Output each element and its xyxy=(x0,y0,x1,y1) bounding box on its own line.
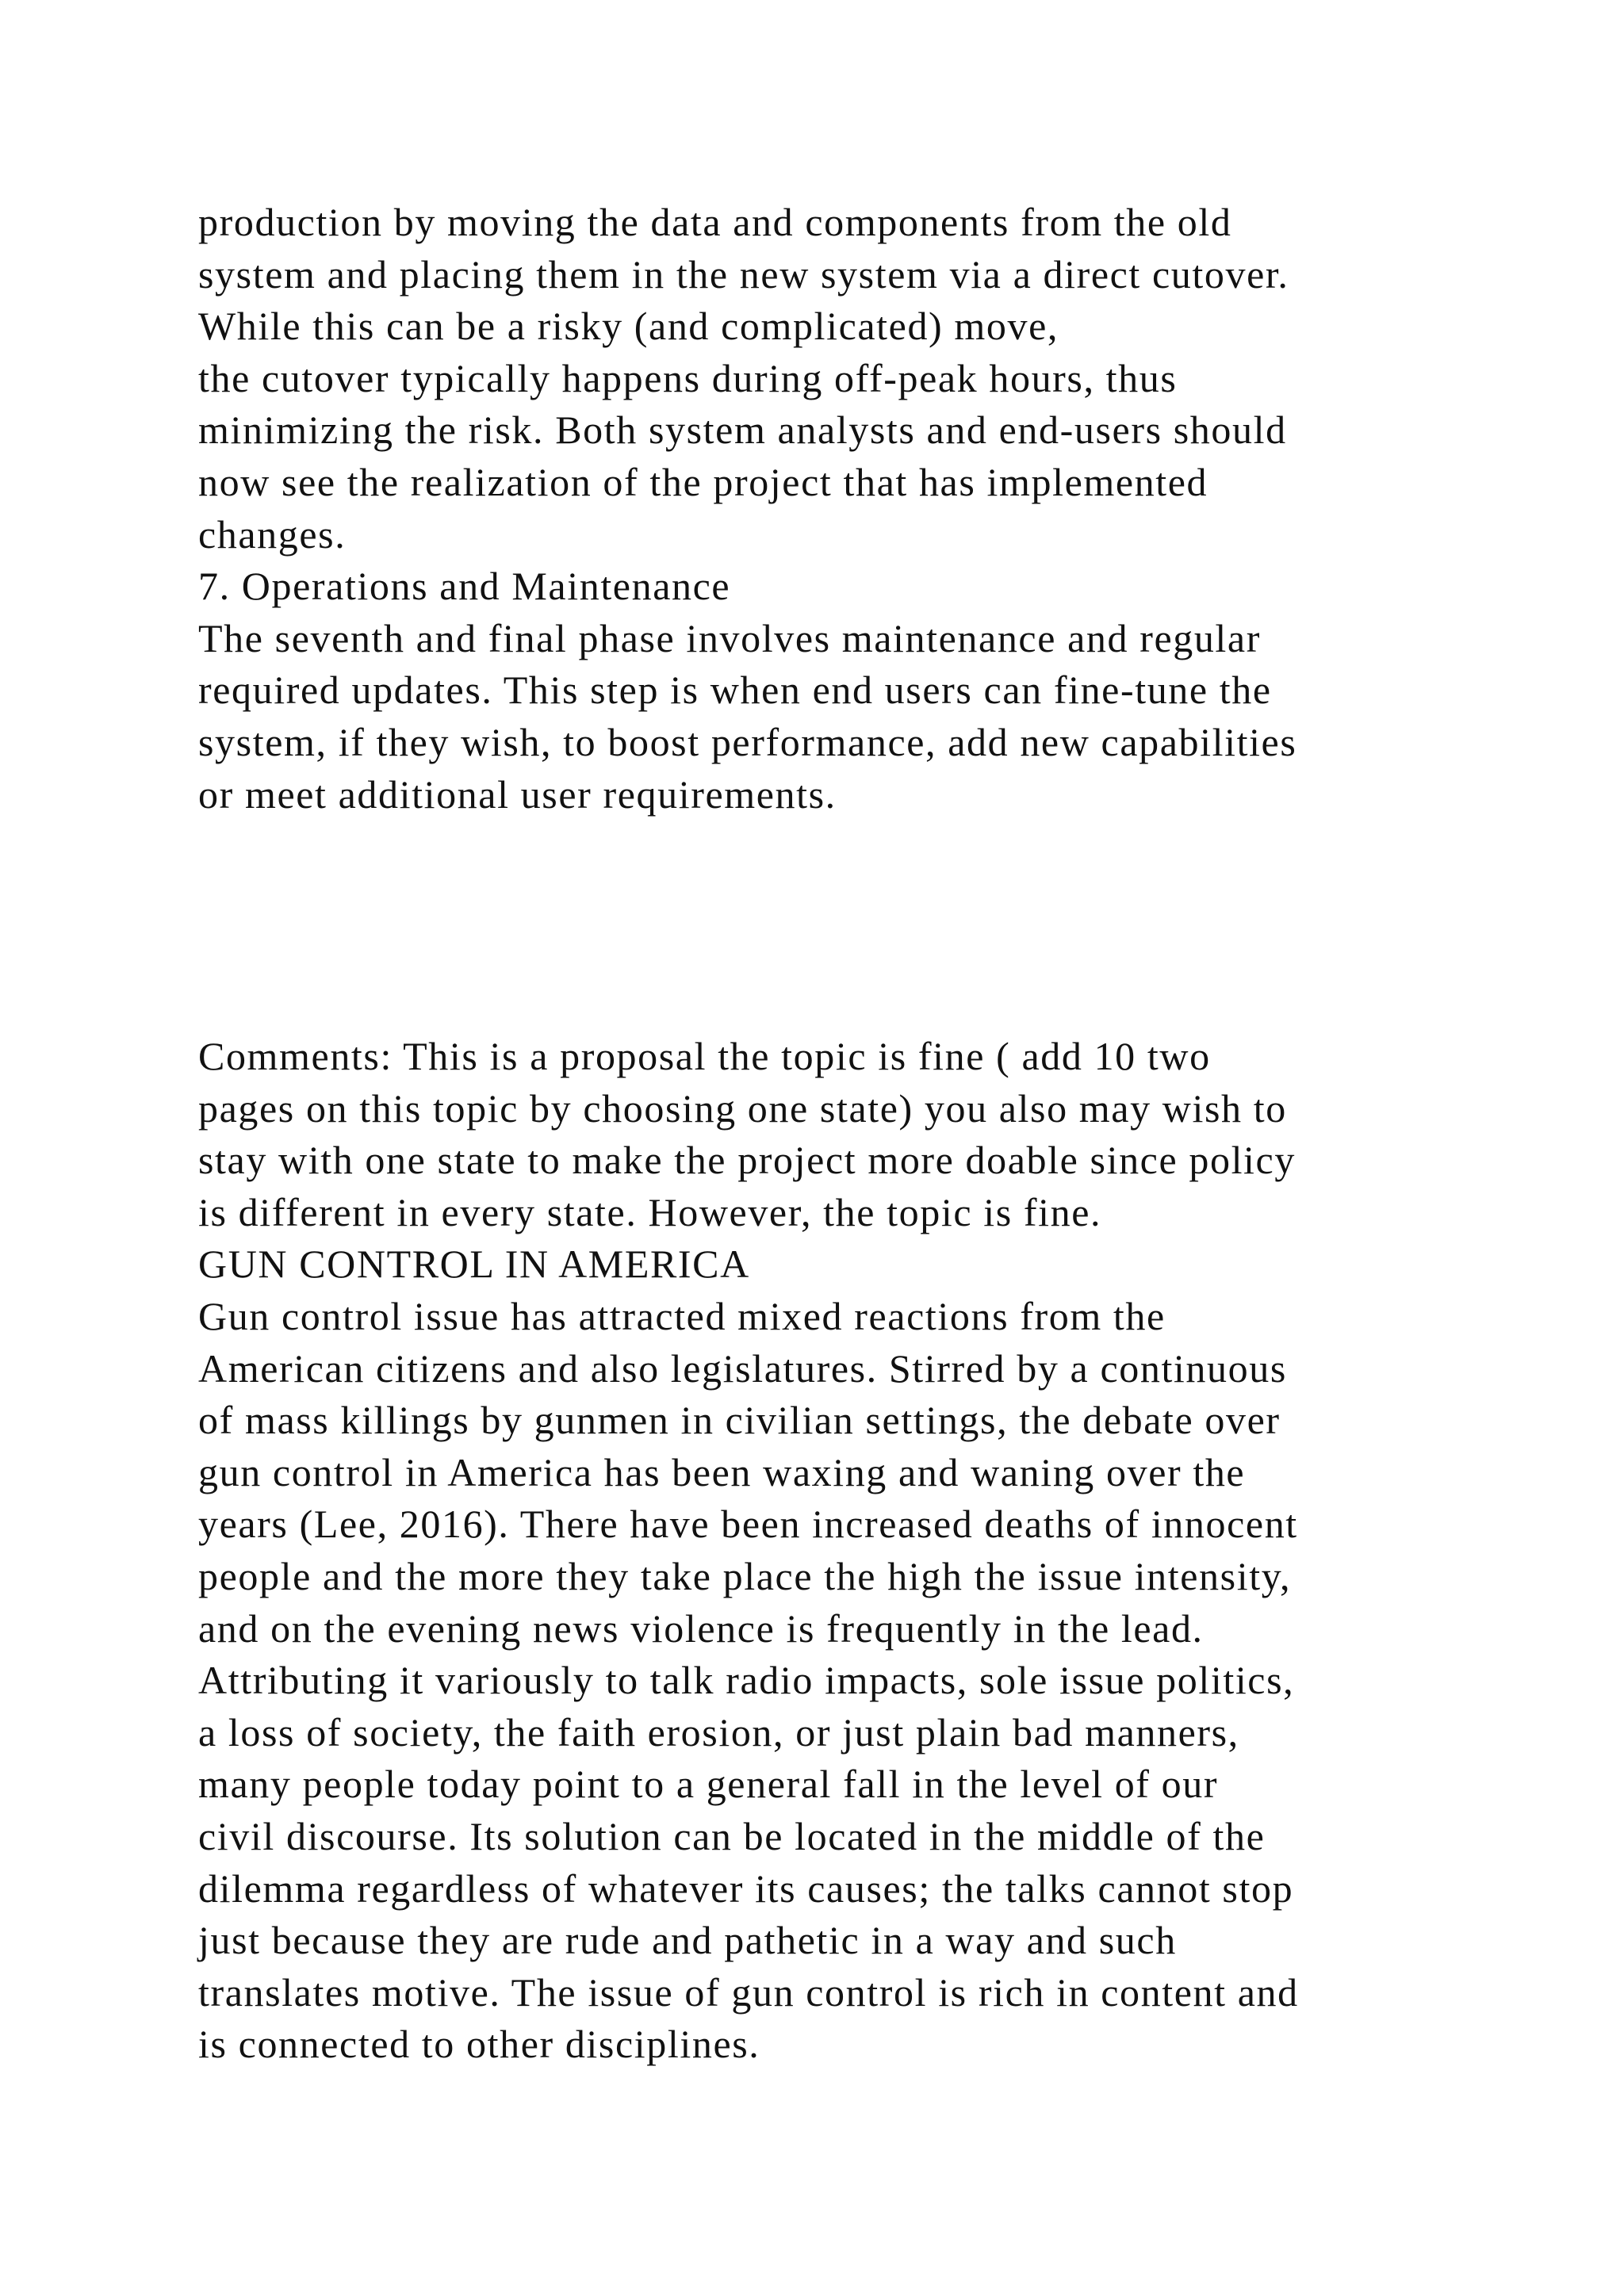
text-line: of mass killings by gunmen in civilian settings, the debate over xyxy=(198,1398,1281,1443)
text-line: civil discourse. Its solution can be located in the middle of the xyxy=(198,1813,1266,1858)
text-line: many people today point to a general fall in the level of our xyxy=(198,1762,1219,1807)
text-line: the cutover typically happens during off-peak hours, thus xyxy=(198,355,1178,400)
comments-line: is different in every state. However, the topic is fine. xyxy=(198,1189,1102,1234)
text-block-sdlc-phases xyxy=(198,197,1435,821)
text-line: dilemma regardless of whatever its causes; the talks cannot stop xyxy=(198,1866,1294,1911)
text-line: While this can be a risky (and complicated) move, xyxy=(198,304,1059,349)
text-line: American citizens and also legislatures. Stirred by a continuous xyxy=(198,1345,1287,1391)
text-line: required updates. This step is when end users can fine-tune the xyxy=(198,668,1272,713)
text-line: years (Lee, 2016). There have been increased deaths of innocent xyxy=(198,1502,1298,1547)
text-block-gun-control xyxy=(198,1031,1435,2071)
text-line: Attributing it variously to talk radio impacts, sole issue politics, xyxy=(198,1658,1295,1703)
text-line: and on the evening news violence is frequently in the lead. xyxy=(198,1605,1204,1651)
text-line: is connected to other disciplines. xyxy=(198,2022,760,2067)
text-line: Gun control issue has attracted mixed reactions from the xyxy=(198,1293,1166,1338)
text-line: minimizing the risk. Both system analysts and end-users should xyxy=(198,408,1287,453)
text-line: system and placing them in the new system via a direct cutover. xyxy=(198,251,1289,297)
text-line: changes. xyxy=(198,511,347,557)
text-line: just because they are rude and pathetic in a way and such xyxy=(198,1918,1177,1963)
text-line: now see the realization of the project that has implemented xyxy=(198,459,1208,504)
text-line: gun control in America has been waxing and waning over the xyxy=(198,1449,1246,1494)
text-line: or meet additional user requirements. xyxy=(198,771,837,817)
text-line: The seventh and final phase involves maintenance and regular xyxy=(198,615,1261,660)
text-line: people and the more they take place the high the issue intensity, xyxy=(198,1553,1292,1598)
section-heading-gun-control: GUN CONTROL IN AMERICA xyxy=(198,1242,750,1287)
text-line: system, if they wish, to boost performance, add new capabilities xyxy=(198,719,1297,764)
text-line: a loss of society, the faith erosion, or just plain bad manners, xyxy=(198,1709,1239,1755)
text-line: production by moving the data and components from the old xyxy=(198,200,1232,244)
comments-line: pages on this topic by choosing one state) you also may wish to xyxy=(198,1085,1287,1131)
section-heading-operations-maintenance: 7. Operations and Maintenance xyxy=(198,564,731,609)
comments-line: stay with one state to make the project more doable since policy xyxy=(198,1138,1296,1183)
comments-line: Comments: This is a proposal the topic is fine ( add 10 two xyxy=(198,1034,1211,1078)
text-line: translates motive. The issue of gun control is rich in content and xyxy=(198,1969,1299,2015)
